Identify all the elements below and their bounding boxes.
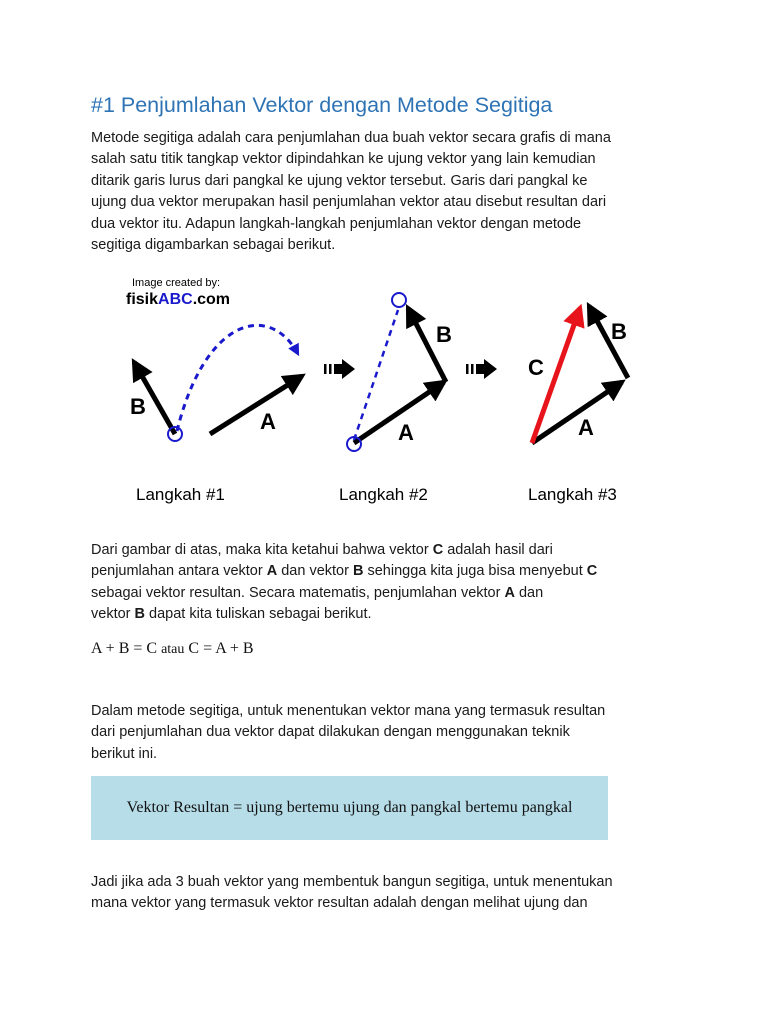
text-line: mana vektor yang termasuk vektor resultan adalah dengan melihat ujung dan (91, 895, 588, 912)
formula-left: A + B = C (91, 640, 158, 657)
resultant-rule-callout (91, 776, 608, 840)
next-arrow-1 (324, 359, 355, 379)
closing-paragraph (91, 872, 691, 915)
section-heading: #1 Penjumlahan Vektor dengan Metode Segitiga (91, 93, 553, 117)
vector-symbol: B (134, 606, 145, 623)
text-run: dan vektor (277, 563, 353, 580)
text-line: Dalam metode segitiga, untuk menentukan vektor mana yang termasuk resultan (91, 703, 606, 719)
text-line: berikut ini. (91, 745, 158, 762)
figure-svg (110, 272, 670, 512)
text-line: ditarik garis lurus dari pangkal ke ujung vektor tersebut. Garis dari pangkal ke (91, 172, 588, 189)
vector-symbol: A (266, 563, 278, 580)
label-c: C (528, 355, 544, 380)
formula-right: C = A + B (188, 640, 254, 657)
formula-conjunction: atau (161, 642, 185, 657)
text-run: adalah hasil dari (443, 542, 553, 558)
vector-symbol: B (352, 563, 364, 580)
step2-diagram (347, 293, 452, 451)
next-arrow-2 (466, 359, 497, 379)
text-run: Dari gambar di atas, maka kita ketahui bahwa vektor (91, 542, 433, 558)
vector-symbol: A (504, 584, 515, 601)
text-line: salah satu titik tangkap vektor dipindahkan ke ujung vektor yang lain kemudian (91, 151, 596, 168)
text-line: ujung dua vektor merupakan hasil penjumlahan vektor atau disebut resultan dari (91, 194, 607, 211)
text-line: Metode segitiga adalah cara penjumlahan dua buah vektor secara grafis di mana (91, 130, 611, 146)
vector-sum-formula (91, 640, 254, 658)
vector-triangle-figure (110, 272, 670, 512)
text-line: segitiga digambarkan sebagai berikut. (91, 237, 336, 254)
callout-text: Vektor Resultan = ujung bertemu ujung dan pangkal bertemu pangkal (126, 799, 573, 816)
step-label-3: Langkah #3 (528, 485, 617, 504)
text-run: dapat kita tuliskan sebagai berikut. (145, 606, 372, 623)
vector-symbol: C (586, 563, 598, 580)
step1-diagram (130, 325, 302, 441)
step3-diagram (528, 306, 628, 443)
text-run: penjumlahan antara vektor (91, 563, 267, 580)
method-paragraph (91, 701, 691, 765)
step-label-2: Langkah #2 (339, 485, 428, 504)
step-label-1: Langkah #1 (136, 485, 225, 504)
label-b: B (436, 322, 452, 347)
label-a: A (578, 415, 594, 440)
text-run: sebagai vektor resultan. Secara matematis, penjumlahan vektor (91, 584, 505, 601)
credit-brand: fisikABC.com (126, 291, 231, 308)
explanation-paragraph (91, 540, 691, 626)
vector-a-arrow (532, 382, 622, 443)
text-line: dua vektor itu. Adapun langkah-langkah penjumlahan vektor dengan metode (91, 215, 582, 232)
tip-circle (392, 293, 406, 307)
text-run: sehingga kita juga bisa menyebut (363, 563, 587, 580)
label-a: A (398, 420, 414, 445)
text-run: vektor (91, 606, 135, 623)
credit-line: Image created by: (132, 277, 221, 289)
label-b: B (130, 394, 146, 419)
intro-paragraph (91, 128, 691, 256)
label-a: A (260, 409, 276, 434)
text-line: Jadi jika ada 3 buah vektor yang membentuk bangun segitiga, untuk menentukan (91, 874, 613, 890)
text-line: dari penjumlahan dua vektor dapat dilakukan dengan menggunakan teknik (91, 724, 570, 741)
text-run: dan (514, 584, 544, 601)
vector-symbol: C (432, 542, 444, 558)
label-b: B (611, 319, 627, 344)
vector-a-arrow (210, 376, 302, 434)
